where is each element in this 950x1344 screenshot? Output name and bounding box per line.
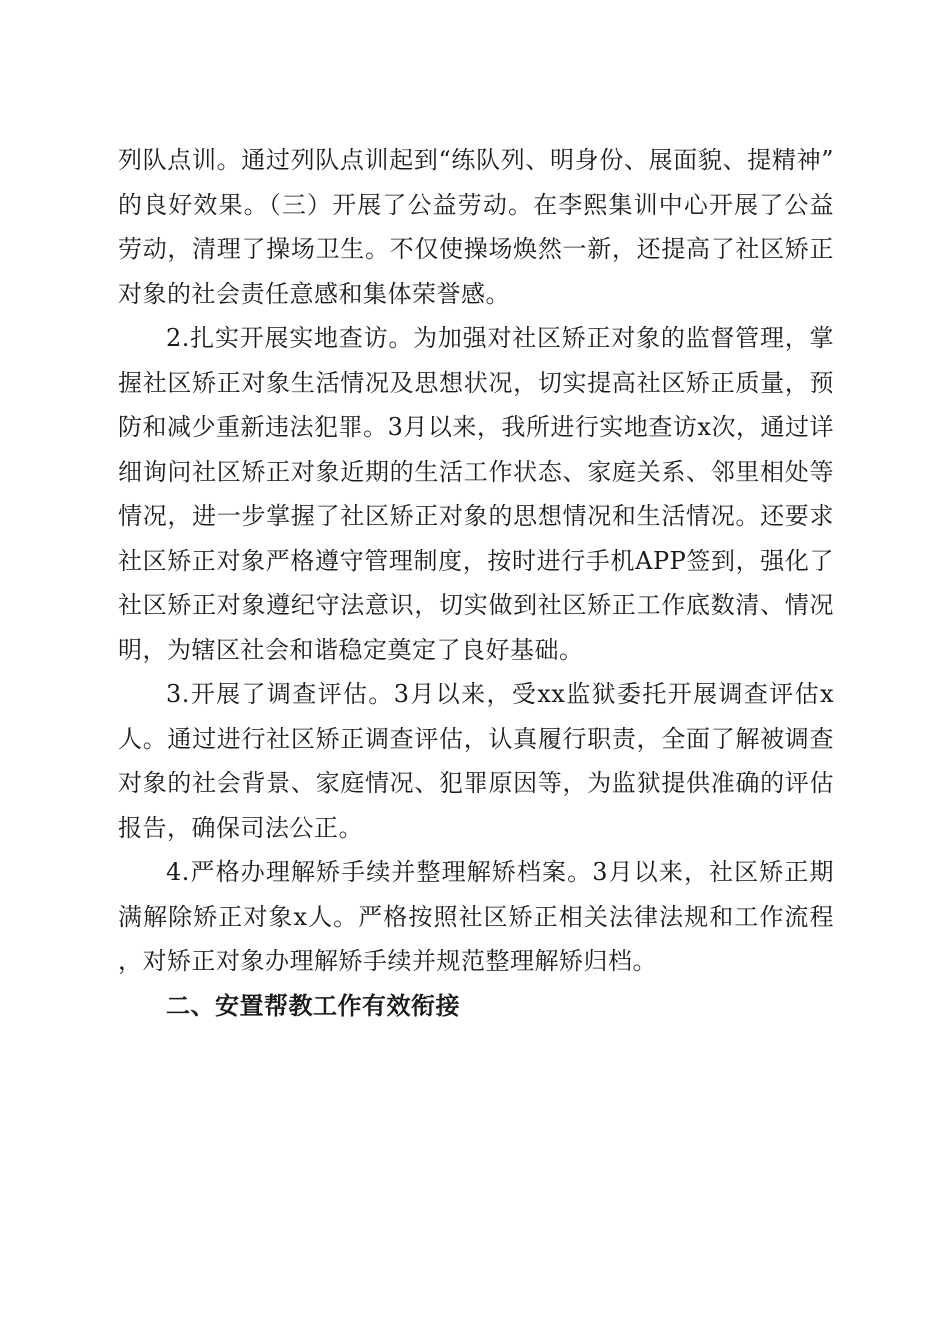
paragraph-release-procedures: 4.严格办理解矫手续并整理解矫档案。3月以来，社区矫正期满解除矫正对象x人。严格按照社区矫正相关法律法规和工作流程，对矫正对象办理解矫手续并规范整理解矫归档。 — [118, 858, 834, 975]
section-heading: 二、安置帮教工作有效衔接 — [166, 991, 460, 1020]
paragraph-site-visits: 2.扎实开展实地查访。为加强对社区矫正对象的监督管理，掌握社区矫正对象生活情况及思想状况，切实提高社区矫正质量，预防和减少重新违法犯罪。3月以来，我所进行实地查访x次，通过详细询问社区矫正对象近期的生活工作状态、家庭关系、邻里相处等情况，进一步掌握了社区矫正对象的思想情况和生活情况。还要求社区矫正对象严格遵守管理制度，按时进行手机APP签到，强化了社区矫正对象遵纪守法意识，切实做到社区矫正工作底数清、情况明，为辖区社会和谐稳定奠定了良好基础。 — [118, 324, 834, 664]
paragraph-continuation: 列队点训。通过列队点训起到“练队列、明身份、展面貌、提精神”的良好效果。（三）开展了公益劳动。在李熙集训中心开展了公益劳动，清理了操场卫生。不仅使操场焕然一新，还提高了社区矫正对象的社会责任意感和集体荣誉感。 — [118, 146, 834, 308]
document-body — [118, 138, 834, 1028]
paragraph-investigation-assessment: 3.开展了调查评估。3月以来，受xx监狱委托开展调查评估x人。通过进行社区矫正调查评估，认真履行职责，全面了解被调查对象的社会背景、家庭情况、犯罪原因等，为监狱提供准确的评估报告，确保司法公正。 — [118, 680, 834, 842]
